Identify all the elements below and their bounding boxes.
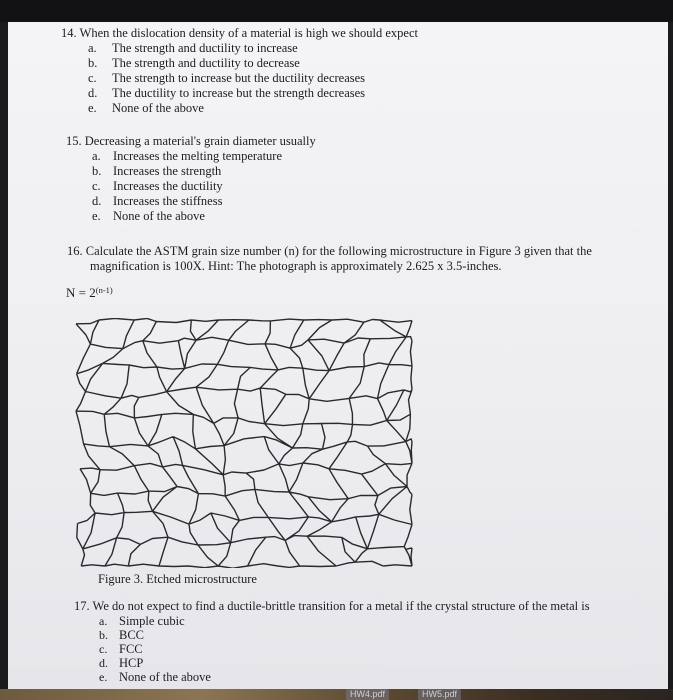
q15-option-c: Increases the ductility (113, 179, 223, 193)
q14-option-a-letter: a. (88, 41, 97, 55)
q15-option-b: Increases the strength (113, 164, 222, 178)
viewer-top-bar (0, 0, 673, 22)
q16-formula-base: N = 2 (66, 285, 96, 300)
q15-option-d-letter: d. (92, 194, 102, 208)
taskbar-tab-hw5[interactable]: HW5.pdf (418, 689, 461, 700)
q15-stem: 15. Decreasing a material's grain diameter usually (66, 134, 316, 148)
q14-option-c-letter: c. (88, 71, 97, 85)
q17-option-e-letter: e. (99, 670, 108, 684)
taskbar (0, 689, 673, 700)
q14-stem: 14. When the dislocation density of a material is high we should expect (61, 26, 418, 40)
q14-option-d: The ductility to increase but the strength decreases (112, 86, 366, 100)
q17-option-b-letter: b. (99, 628, 108, 642)
grain-boundary-path (76, 318, 412, 568)
q17-option-a: Simple cubic (119, 614, 185, 628)
q16-formula (66, 285, 113, 302)
q17-option-a-letter: a. (99, 614, 108, 628)
q15-option-a-letter: a. (92, 149, 101, 163)
q14-option-e-letter: e. (88, 101, 97, 115)
figure-3-caption: Figure 3. Etched microstructure (98, 572, 257, 586)
q15-option-e-letter: e. (92, 209, 101, 223)
q15-option-d: Increases the stiffness (113, 194, 223, 208)
q17-option-b: BCC (119, 628, 145, 642)
taskbar-tab-hw4[interactable]: HW4.pdf (346, 689, 389, 700)
q17-stem: 17. We do not expect to find a ductile-brittle transition for a metal if the crystal structure of the metal is (74, 599, 590, 613)
q17-option-c: FCC (119, 642, 143, 656)
q14-option-b-letter: b. (88, 56, 98, 70)
q17-option-d-letter: d. (99, 656, 108, 670)
grain-boundaries (76, 318, 412, 568)
q17-option-e: None of the above (119, 670, 211, 684)
grain-boundary-network (74, 318, 414, 568)
q15-option-b-letter: b. (92, 164, 102, 178)
q14-option-e: None of the above (112, 101, 204, 115)
q16-stem-line2: magnification is 100X. Hint: The photograph is approximately 2.625 x 3.5-inches. (90, 259, 502, 273)
q14-option-d-letter: d. (88, 86, 98, 100)
q14-option-a: The strength and ductility to increase (112, 41, 298, 55)
q15-option-c-letter: c. (92, 179, 101, 193)
q14-option-c: The strength to increase but the ductility decreases (112, 71, 366, 85)
q16-formula-exponent: (n-1) (95, 285, 113, 295)
q15-option-e: None of the above (113, 209, 205, 223)
q14-option-b: The strength and ductility to decrease (112, 56, 300, 70)
q15-option-a: Increases the melting temperature (113, 149, 283, 163)
figure-3-microstructure-drawing (74, 318, 414, 568)
q17-option-d: HCP (119, 656, 144, 670)
q16-stem-line1: 16. Calculate the ASTM grain size number (n) for the following microstructure in Figure 3 given that the (67, 244, 592, 258)
document-page (8, 22, 668, 690)
q17-option-c-letter: c. (99, 642, 108, 656)
